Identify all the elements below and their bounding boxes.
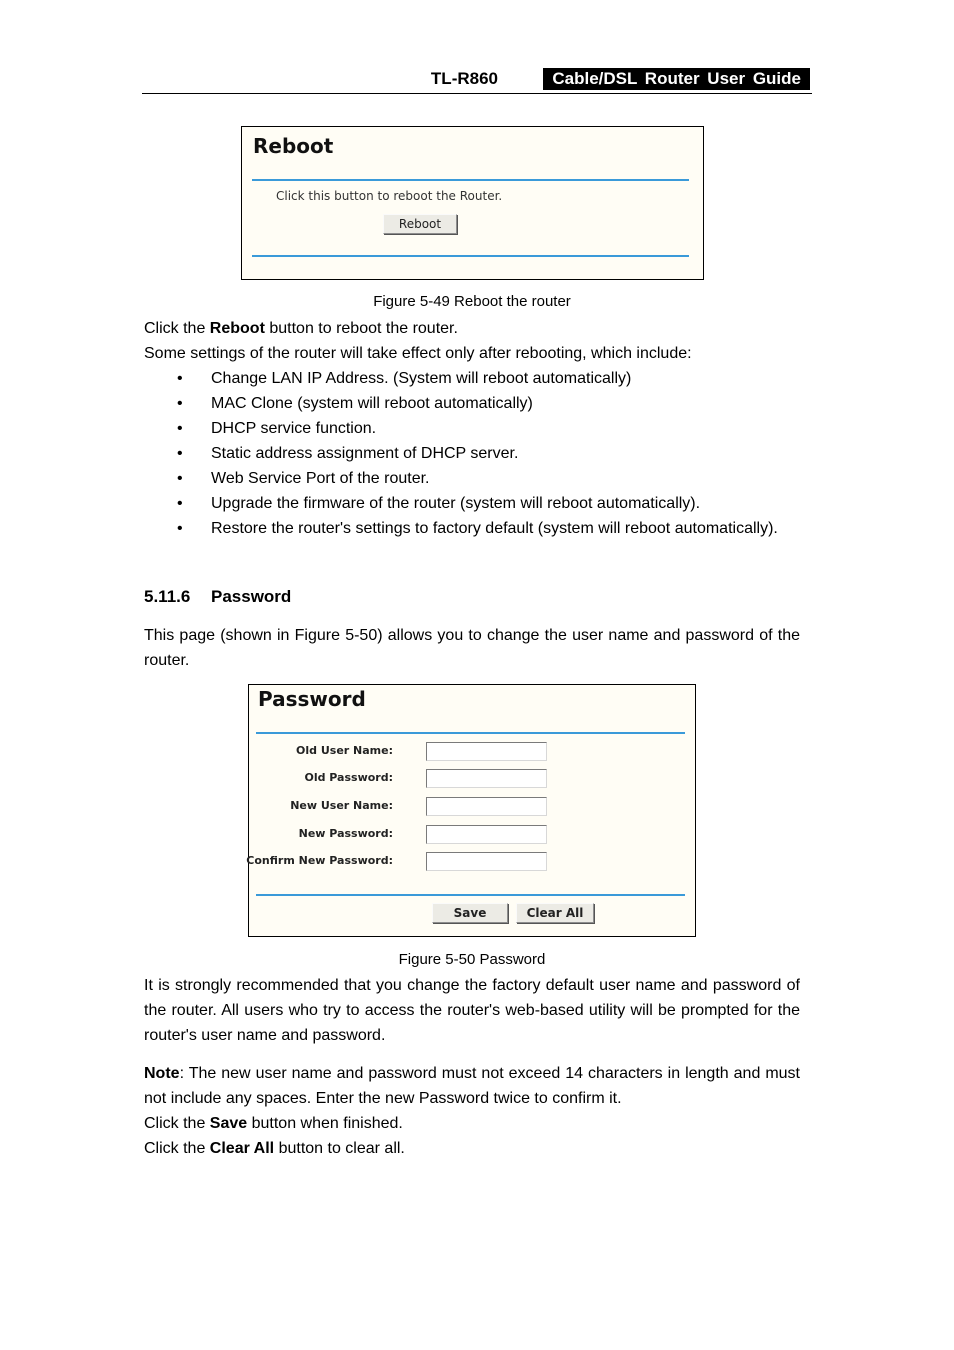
reboot-button[interactable]: Reboot xyxy=(383,214,457,234)
section-heading xyxy=(144,587,291,607)
bullet-icon: • xyxy=(177,420,183,437)
password-bottom-divider xyxy=(256,894,685,896)
new-user-name-input[interactable] xyxy=(426,797,547,816)
list-item-text: Upgrade the firmware of the router (system will reboot automatically). xyxy=(211,495,701,512)
list-item-text: Restore the router's settings to factory default (system will reboot automatically). xyxy=(211,520,778,537)
reboot-top-divider xyxy=(252,179,689,181)
list-item xyxy=(144,516,800,541)
list-item-text: Static address assignment of DHCP server. xyxy=(211,445,519,462)
bullet-icon: • xyxy=(177,495,183,512)
old-user-name-input[interactable] xyxy=(426,742,547,761)
text-suffix: button when finished. xyxy=(247,1115,403,1132)
clear-all-button[interactable]: Clear All xyxy=(516,903,594,923)
note-paragraph xyxy=(144,1061,800,1111)
note-label: Note xyxy=(144,1065,180,1082)
reboot-term: Reboot xyxy=(209,320,265,337)
text-prefix: Click the xyxy=(144,1140,210,1157)
page-header xyxy=(142,67,812,94)
bullet-icon: • xyxy=(177,445,183,462)
note-text: : The new user name and password must not exceed 14 characters in length and must not include any spaces. Enter the new Password twice to confirm it. xyxy=(144,1065,800,1107)
list-item-text: Web Service Port of the router. xyxy=(211,470,430,487)
recommendation-paragraph: It is strongly recommended that you change the factory default user name and password of the router. All users who try to access the router's web-based utility will be prompted for the router's user name and password. xyxy=(144,977,800,1044)
section-number: 5.11.6 xyxy=(144,587,191,606)
reboot-settings-list xyxy=(144,366,800,541)
new-password-input[interactable] xyxy=(426,825,547,844)
confirm-new-password-input[interactable] xyxy=(426,852,547,871)
old-user-name-label: Old User Name: xyxy=(296,744,393,757)
bullet-icon: • xyxy=(177,470,183,487)
figure-50-caption: Figure 5-50 Password xyxy=(398,951,546,968)
password-section-intro: This page (shown in Figure 5-50) allows you to change the user name and password of the router. xyxy=(144,627,800,669)
list-item xyxy=(144,491,800,516)
reboot-panel xyxy=(241,126,704,280)
text-suffix: button to clear all. xyxy=(274,1140,405,1157)
password-top-divider xyxy=(256,732,685,734)
old-password-label: Old Password: xyxy=(304,771,393,784)
text-suffix: button to reboot the router. xyxy=(264,320,458,337)
old-password-input[interactable] xyxy=(426,769,547,788)
confirm-new-password-label: Confirm New Password: xyxy=(246,854,393,867)
section-title: Password xyxy=(211,587,292,606)
password-panel-title: Password xyxy=(258,687,366,711)
save-instruction xyxy=(144,1111,800,1136)
reboot-bottom-divider xyxy=(252,255,689,257)
new-user-name-label: New User Name: xyxy=(290,799,393,812)
password-panel xyxy=(248,684,696,937)
list-item xyxy=(144,416,800,441)
list-item xyxy=(144,441,800,466)
save-term: Save xyxy=(209,1115,248,1132)
new-password-label: New Password: xyxy=(298,827,393,840)
bullet-icon: • xyxy=(177,395,183,412)
product-model: TL-R860 xyxy=(430,69,498,88)
list-item-text: Change LAN IP Address. (System will reboot automatically) xyxy=(211,370,632,387)
save-button[interactable]: Save xyxy=(432,903,508,923)
clear-all-term: Clear All xyxy=(209,1140,275,1157)
list-item-text: DHCP service function. xyxy=(211,420,377,437)
figure-49-caption: Figure 5-49 Reboot the router xyxy=(373,293,571,310)
clear-instruction xyxy=(144,1136,800,1161)
list-item xyxy=(144,466,800,491)
guide-title: Cable/DSL Router User Guide xyxy=(543,68,810,90)
text-prefix: Click the xyxy=(144,320,210,337)
reboot-settings-intro: Some settings of the router will take effect only after rebooting, which include: xyxy=(144,345,692,362)
reboot-instruction: Click this button to reboot the Router. xyxy=(276,189,503,203)
reboot-panel-title: Reboot xyxy=(253,134,334,158)
reboot-click-line xyxy=(144,316,800,341)
list-item-text: MAC Clone (system will reboot automatically) xyxy=(211,395,533,412)
bullet-icon: • xyxy=(177,520,183,537)
text-prefix: Click the xyxy=(144,1115,210,1132)
bullet-icon: • xyxy=(177,370,183,387)
list-item xyxy=(144,366,800,391)
list-item xyxy=(144,391,800,416)
